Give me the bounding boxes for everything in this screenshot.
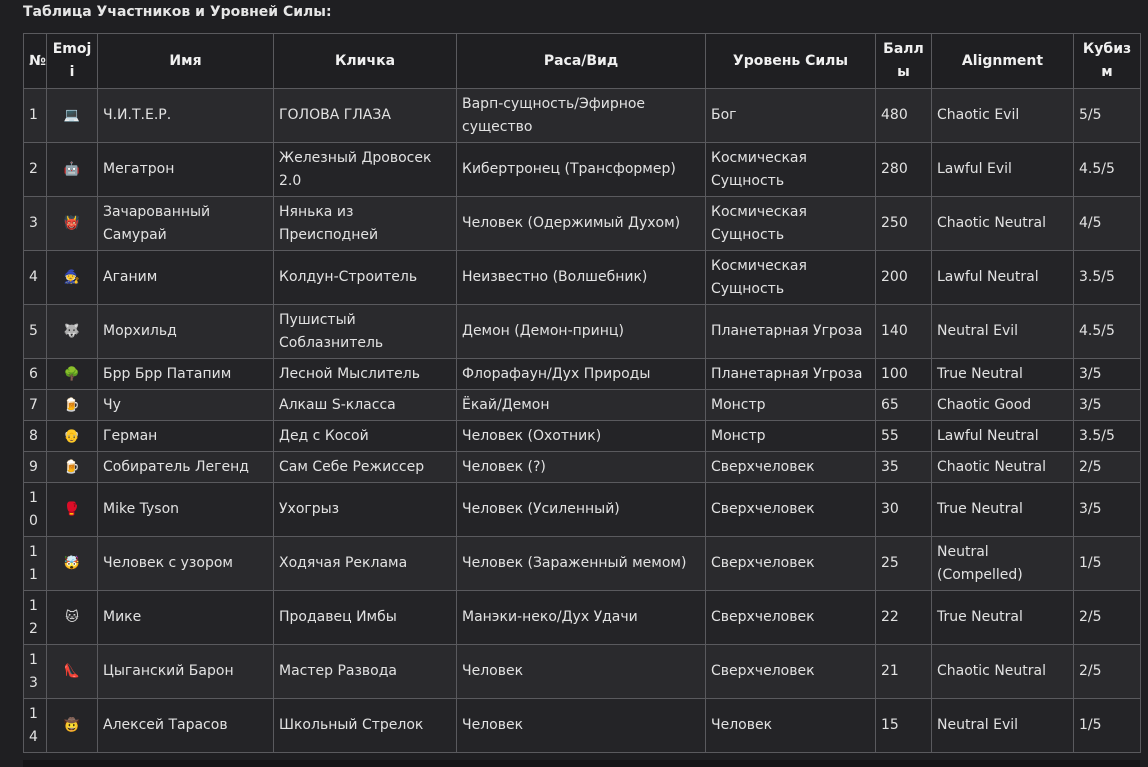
row-score: 25	[876, 537, 932, 591]
row-race: Кибертронец (Трансформер)	[457, 143, 706, 197]
row-score: 140	[876, 305, 932, 359]
row-cubism: 3/5	[1074, 390, 1141, 421]
row-name: Мике	[98, 591, 274, 645]
table-row	[24, 390, 1141, 421]
row-cubism: 4/5	[1074, 197, 1141, 251]
row-emoji-icon: 👠	[47, 645, 98, 699]
row-number: 7	[24, 390, 47, 421]
row-name: Зачарованный Самурай	[98, 197, 274, 251]
row-race: Неизвестно (Волшебник)	[457, 251, 706, 305]
row-power-level: Сверхчеловек	[706, 483, 876, 537]
column-header-number: №	[24, 34, 47, 89]
row-race: Человек	[457, 645, 706, 699]
row-nickname: Сам Себе Режиссер	[274, 452, 457, 483]
scrollbar-track[interactable]	[23, 760, 1140, 767]
row-number: 4	[24, 251, 47, 305]
row-cubism: 2/5	[1074, 645, 1141, 699]
row-nickname: Дед с Косой	[274, 421, 457, 452]
row-race: Варп-сущность/Эфирное существо	[457, 89, 706, 143]
row-name: Брр Брр Патапим	[98, 359, 274, 390]
row-name: Герман	[98, 421, 274, 452]
row-power-level: Сверхчеловек	[706, 645, 876, 699]
row-number: 13	[24, 645, 47, 699]
column-header-power-level: Уровень Силы	[706, 34, 876, 89]
table-row	[24, 89, 1141, 143]
row-nickname: Ухогрыз	[274, 483, 457, 537]
row-name: Мегатрон	[98, 143, 274, 197]
row-score: 480	[876, 89, 932, 143]
column-header-cubism: Кубизм	[1074, 34, 1141, 89]
row-nickname: Мастер Развода	[274, 645, 457, 699]
row-alignment: Neutral (Compelled)	[932, 537, 1074, 591]
row-cubism: 3/5	[1074, 359, 1141, 390]
row-number: 10	[24, 483, 47, 537]
row-power-level: Монстр	[706, 421, 876, 452]
row-emoji-icon: 👴	[47, 421, 98, 452]
row-race: Демон (Демон-принц)	[457, 305, 706, 359]
column-header-emoji: Emoji	[47, 34, 98, 89]
row-power-level: Планетарная Угроза	[706, 305, 876, 359]
row-nickname: ГОЛОВА ГЛАЗА	[274, 89, 457, 143]
row-cubism: 1/5	[1074, 537, 1141, 591]
row-nickname: Железный Дровосек 2.0	[274, 143, 457, 197]
row-alignment: Lawful Neutral	[932, 251, 1074, 305]
row-emoji-icon: 🍺	[47, 452, 98, 483]
row-race: Человек	[457, 699, 706, 753]
row-cubism: 3/5	[1074, 483, 1141, 537]
row-race: Человек (Усиленный)	[457, 483, 706, 537]
row-emoji-icon: 🧙	[47, 251, 98, 305]
row-emoji-icon: 🐱	[47, 591, 98, 645]
table-row	[24, 591, 1141, 645]
row-alignment: Lawful Neutral	[932, 421, 1074, 452]
row-score: 35	[876, 452, 932, 483]
row-cubism: 4.5/5	[1074, 143, 1141, 197]
row-nickname: Колдун-Строитель	[274, 251, 457, 305]
table-row	[24, 197, 1141, 251]
row-score: 250	[876, 197, 932, 251]
row-cubism: 1/5	[1074, 699, 1141, 753]
column-header-race: Раса/Вид	[457, 34, 706, 89]
row-alignment: Chaotic Neutral	[932, 197, 1074, 251]
row-power-level: Космическая Сущность	[706, 197, 876, 251]
table-row	[24, 537, 1141, 591]
row-race: Ёкай/Демон	[457, 390, 706, 421]
row-name: Человек с узором	[98, 537, 274, 591]
row-nickname: Ходячая Реклама	[274, 537, 457, 591]
row-race: Человек (Зараженный мемом)	[457, 537, 706, 591]
row-power-level: Человек	[706, 699, 876, 753]
row-score: 65	[876, 390, 932, 421]
row-emoji-icon: 🥊	[47, 483, 98, 537]
row-name: Алексей Тарасов	[98, 699, 274, 753]
row-name: Ч.И.Т.Е.Р.	[98, 89, 274, 143]
row-alignment: Lawful Evil	[932, 143, 1074, 197]
row-name: Цыганский Барон	[98, 645, 274, 699]
row-nickname: Пушистый Соблазнитель	[274, 305, 457, 359]
row-alignment: True Neutral	[932, 483, 1074, 537]
row-number: 5	[24, 305, 47, 359]
row-number: 9	[24, 452, 47, 483]
row-score: 280	[876, 143, 932, 197]
row-name: Собиратель Легенд	[98, 452, 274, 483]
row-alignment: Chaotic Good	[932, 390, 1074, 421]
row-score: 30	[876, 483, 932, 537]
row-alignment: Chaotic Evil	[932, 89, 1074, 143]
row-alignment: Neutral Evil	[932, 699, 1074, 753]
row-power-level: Космическая Сущность	[706, 143, 876, 197]
row-number: 8	[24, 421, 47, 452]
row-number: 1	[24, 89, 47, 143]
row-cubism: 3.5/5	[1074, 251, 1141, 305]
row-number: 3	[24, 197, 47, 251]
row-race: Человек (Охотник)	[457, 421, 706, 452]
row-cubism: 2/5	[1074, 591, 1141, 645]
row-emoji-icon: 🤯	[47, 537, 98, 591]
row-score: 100	[876, 359, 932, 390]
row-power-level: Сверхчеловек	[706, 591, 876, 645]
row-nickname: Нянька из Преисподней	[274, 197, 457, 251]
row-nickname: Лесной Мыслитель	[274, 359, 457, 390]
table-row	[24, 305, 1141, 359]
row-name: Mike Tyson	[98, 483, 274, 537]
row-race: Человек (?)	[457, 452, 706, 483]
row-nickname: Школьный Стрелок	[274, 699, 457, 753]
row-nickname: Продавец Имбы	[274, 591, 457, 645]
row-power-level: Космическая Сущность	[706, 251, 876, 305]
row-emoji-icon: 🌳	[47, 359, 98, 390]
page-title: Таблица Участников и Уровней Силы:	[23, 4, 332, 20]
row-power-level: Сверхчеловек	[706, 537, 876, 591]
table-row	[24, 452, 1141, 483]
row-score: 200	[876, 251, 932, 305]
row-name: Чу	[98, 390, 274, 421]
column-header-name: Имя	[98, 34, 274, 89]
row-race: Манэки-неко/Дух Удачи	[457, 591, 706, 645]
row-cubism: 3.5/5	[1074, 421, 1141, 452]
row-number: 6	[24, 359, 47, 390]
row-name: Морхильд	[98, 305, 274, 359]
participants-table	[23, 33, 1141, 753]
row-cubism: 2/5	[1074, 452, 1141, 483]
row-emoji-icon: 🤠	[47, 699, 98, 753]
row-cubism: 5/5	[1074, 89, 1141, 143]
row-alignment: Chaotic Neutral	[932, 645, 1074, 699]
row-nickname: Алкаш S-класса	[274, 390, 457, 421]
table-row	[24, 359, 1141, 390]
row-emoji-icon: 🤖	[47, 143, 98, 197]
row-cubism: 4.5/5	[1074, 305, 1141, 359]
column-header-alignment: Alignment	[932, 34, 1074, 89]
row-score: 22	[876, 591, 932, 645]
row-power-level: Бог	[706, 89, 876, 143]
table-row	[24, 645, 1141, 699]
row-emoji-icon: 👹	[47, 197, 98, 251]
row-score: 55	[876, 421, 932, 452]
row-alignment: True Neutral	[932, 591, 1074, 645]
column-header-nickname: Кличка	[274, 34, 457, 89]
table-row	[24, 699, 1141, 753]
row-number: 2	[24, 143, 47, 197]
row-power-level: Сверхчеловек	[706, 452, 876, 483]
row-score: 15	[876, 699, 932, 753]
row-emoji-icon: 💻	[47, 89, 98, 143]
row-number: 11	[24, 537, 47, 591]
row-number: 12	[24, 591, 47, 645]
row-name: Аганим	[98, 251, 274, 305]
row-emoji-icon: 🍺	[47, 390, 98, 421]
row-power-level: Планетарная Угроза	[706, 359, 876, 390]
table-row	[24, 143, 1141, 197]
row-alignment: Neutral Evil	[932, 305, 1074, 359]
table-row	[24, 483, 1141, 537]
row-alignment: Chaotic Neutral	[932, 452, 1074, 483]
column-header-score: Баллы	[876, 34, 932, 89]
row-power-level: Монстр	[706, 390, 876, 421]
table-header-row	[24, 34, 1141, 89]
table-body	[24, 89, 1141, 753]
row-emoji-icon: 🐺	[47, 305, 98, 359]
table-row	[24, 421, 1141, 452]
row-number: 14	[24, 699, 47, 753]
row-alignment: True Neutral	[932, 359, 1074, 390]
row-race: Флорафаун/Дух Природы	[457, 359, 706, 390]
row-score: 21	[876, 645, 932, 699]
row-race: Человек (Одержимый Духом)	[457, 197, 706, 251]
table-row	[24, 251, 1141, 305]
